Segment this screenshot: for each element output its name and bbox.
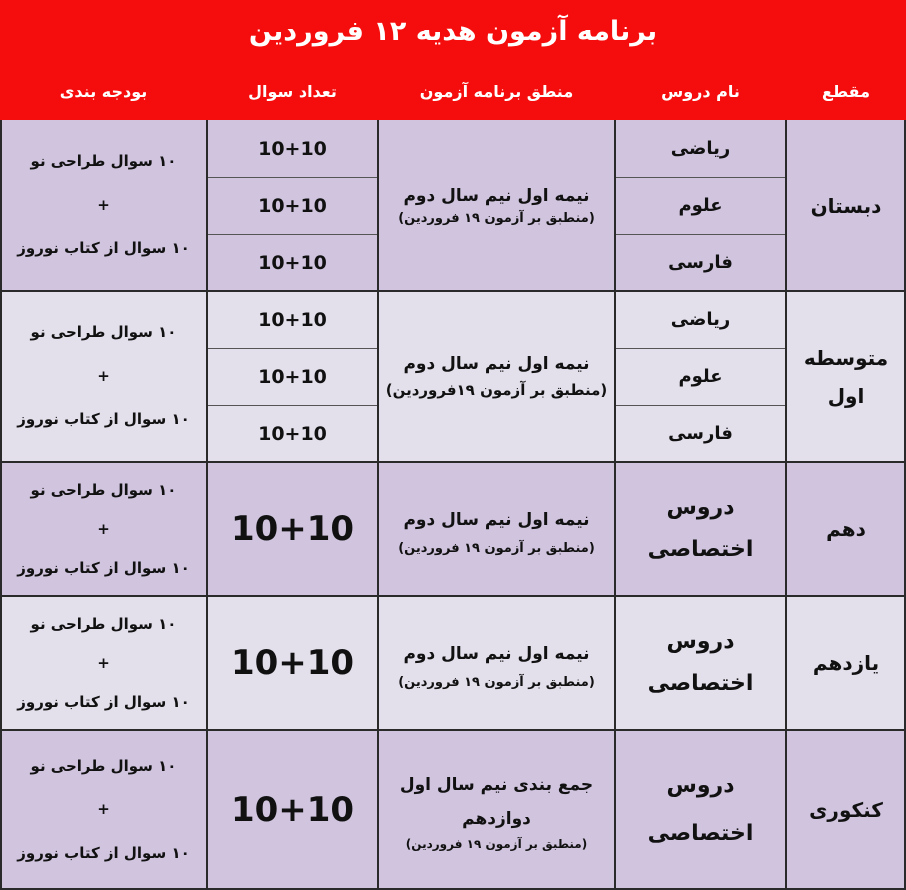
level-line: اول xyxy=(827,383,865,408)
logic-cell xyxy=(378,291,615,462)
count-value: 10+10 xyxy=(258,422,327,445)
level-cell: دبستان xyxy=(810,193,882,218)
table-title: برنامه آزمون هدیه ۱۲ فروردین xyxy=(0,0,906,64)
count-value: 10+10 xyxy=(258,308,327,331)
budget-plus: + xyxy=(97,519,110,538)
course-line: دروس xyxy=(666,495,735,521)
logic-main: نیمه اول نیم سال دوم xyxy=(403,643,590,664)
course-cell: فارسی xyxy=(668,252,733,273)
sub-divider xyxy=(615,234,786,235)
count-cell xyxy=(207,730,378,890)
sub-divider xyxy=(207,348,378,349)
count-cell xyxy=(207,462,378,596)
count-value: 10+10 xyxy=(230,509,355,549)
course-cell xyxy=(615,596,786,730)
row-divider xyxy=(0,729,906,731)
logic-cell xyxy=(378,120,615,291)
budget-line: ۱۰ سوال طراحی نو xyxy=(30,152,177,171)
table-body xyxy=(0,120,906,890)
col-divider xyxy=(377,120,379,890)
logic-cell xyxy=(378,596,615,730)
row-divider xyxy=(0,595,906,597)
logic-main: نیمه اول نیم سال دوم xyxy=(403,509,590,530)
count-value: 10+10 xyxy=(230,643,355,683)
header-row xyxy=(0,62,906,122)
level-line: متوسطه xyxy=(803,345,889,370)
count-cell xyxy=(207,348,378,405)
logic-main: نیمه اول نیم سال دوم xyxy=(403,185,590,206)
sub-divider xyxy=(615,348,786,349)
col-divider xyxy=(614,120,616,890)
header-logic: منطق برنامه آزمون xyxy=(419,81,574,101)
budget-line: ۱۰ سوال از کتاب نوروز xyxy=(17,239,190,258)
col-divider xyxy=(206,120,208,890)
sub-divider xyxy=(207,177,378,178)
budget-plus: + xyxy=(97,366,110,385)
budget-line: ۱۰ سوال طراحی نو xyxy=(30,756,177,775)
course-cell: ریاضی xyxy=(670,138,731,159)
budget-plus: + xyxy=(97,800,110,819)
budget-cell xyxy=(0,291,207,462)
count-cell xyxy=(207,596,378,730)
header-courses: نام دروس xyxy=(661,81,740,101)
course-line: اختصاصی xyxy=(647,821,754,846)
count-cell xyxy=(207,405,378,462)
level-cell: دهم xyxy=(826,517,866,541)
budget-line: ۱۰ سوال از کتاب نوروز xyxy=(17,692,190,711)
count-value: 10+10 xyxy=(230,790,355,830)
logic-main-line: دوازدهم xyxy=(462,808,531,829)
budget-line: ۱۰ سوال طراحی نو xyxy=(30,614,177,633)
budget-plus: + xyxy=(97,653,110,672)
header-budget: بودجه بندی xyxy=(59,81,148,101)
count-cell xyxy=(207,177,378,234)
budget-cell xyxy=(0,462,207,596)
sub-divider xyxy=(615,177,786,178)
course-cell xyxy=(615,462,786,596)
logic-sub: (منطبق بر آزمون ۱۹ فروردین) xyxy=(405,836,588,851)
budget-cell xyxy=(0,120,207,291)
course-cell: فارسی xyxy=(668,423,733,444)
count-cell xyxy=(207,120,378,177)
sub-divider xyxy=(615,405,786,406)
logic-cell xyxy=(378,730,615,890)
count-value: 10+10 xyxy=(258,194,327,217)
logic-cell xyxy=(378,462,615,596)
budget-line: ۱۰ سوال طراحی نو xyxy=(30,323,177,342)
logic-main-line: جمع بندی نیم سال اول xyxy=(399,774,594,795)
col-divider xyxy=(0,120,2,890)
count-cell xyxy=(207,291,378,348)
course-cell: علوم xyxy=(678,366,723,387)
level-cell: یازدهم xyxy=(812,651,880,675)
header-count: تعداد سوال xyxy=(248,81,337,101)
header-section: مقطع xyxy=(822,81,870,101)
sub-divider xyxy=(207,405,378,406)
course-line: دروس xyxy=(666,629,735,655)
row-divider xyxy=(0,461,906,463)
count-cell xyxy=(207,234,378,291)
course-line: اختصاصی xyxy=(647,537,754,562)
level-cell: کنکوری xyxy=(809,798,883,822)
budget-cell xyxy=(0,730,207,890)
row-divider xyxy=(0,290,906,292)
logic-sub: (منطبق بر آزمون ۱۹ فروردین) xyxy=(398,541,595,557)
count-value: 10+10 xyxy=(258,251,327,274)
course-cell xyxy=(615,730,786,890)
course-line: دروس xyxy=(666,772,735,798)
level-cell xyxy=(786,291,906,462)
count-value: 10+10 xyxy=(258,137,327,160)
count-value: 10+10 xyxy=(258,365,327,388)
budget-line: ۱۰ سوال از کتاب نوروز xyxy=(17,410,190,429)
logic-sub: (منطبق بر آزمون ۱۹ فروردین) xyxy=(398,675,595,691)
budget-line: ۱۰ سوال از کتاب نوروز xyxy=(17,558,190,577)
col-divider xyxy=(785,120,787,890)
course-cell: ریاضی xyxy=(670,309,731,330)
course-cell: علوم xyxy=(678,195,723,216)
sub-divider xyxy=(207,234,378,235)
budget-line: ۱۰ سوال از کتاب نوروز xyxy=(17,843,190,862)
budget-cell xyxy=(0,596,207,730)
logic-sub: (منطبق بر آزمون ۱۹فروردین) xyxy=(385,381,608,400)
budget-plus: + xyxy=(97,195,110,214)
course-line: اختصاصی xyxy=(647,671,754,696)
budget-line: ۱۰ سوال طراحی نو xyxy=(30,480,177,499)
logic-sub: (منطبق بر آزمون ۱۹ فروردین) xyxy=(398,211,595,226)
logic-main: نیمه اول نیم سال دوم xyxy=(403,353,590,374)
